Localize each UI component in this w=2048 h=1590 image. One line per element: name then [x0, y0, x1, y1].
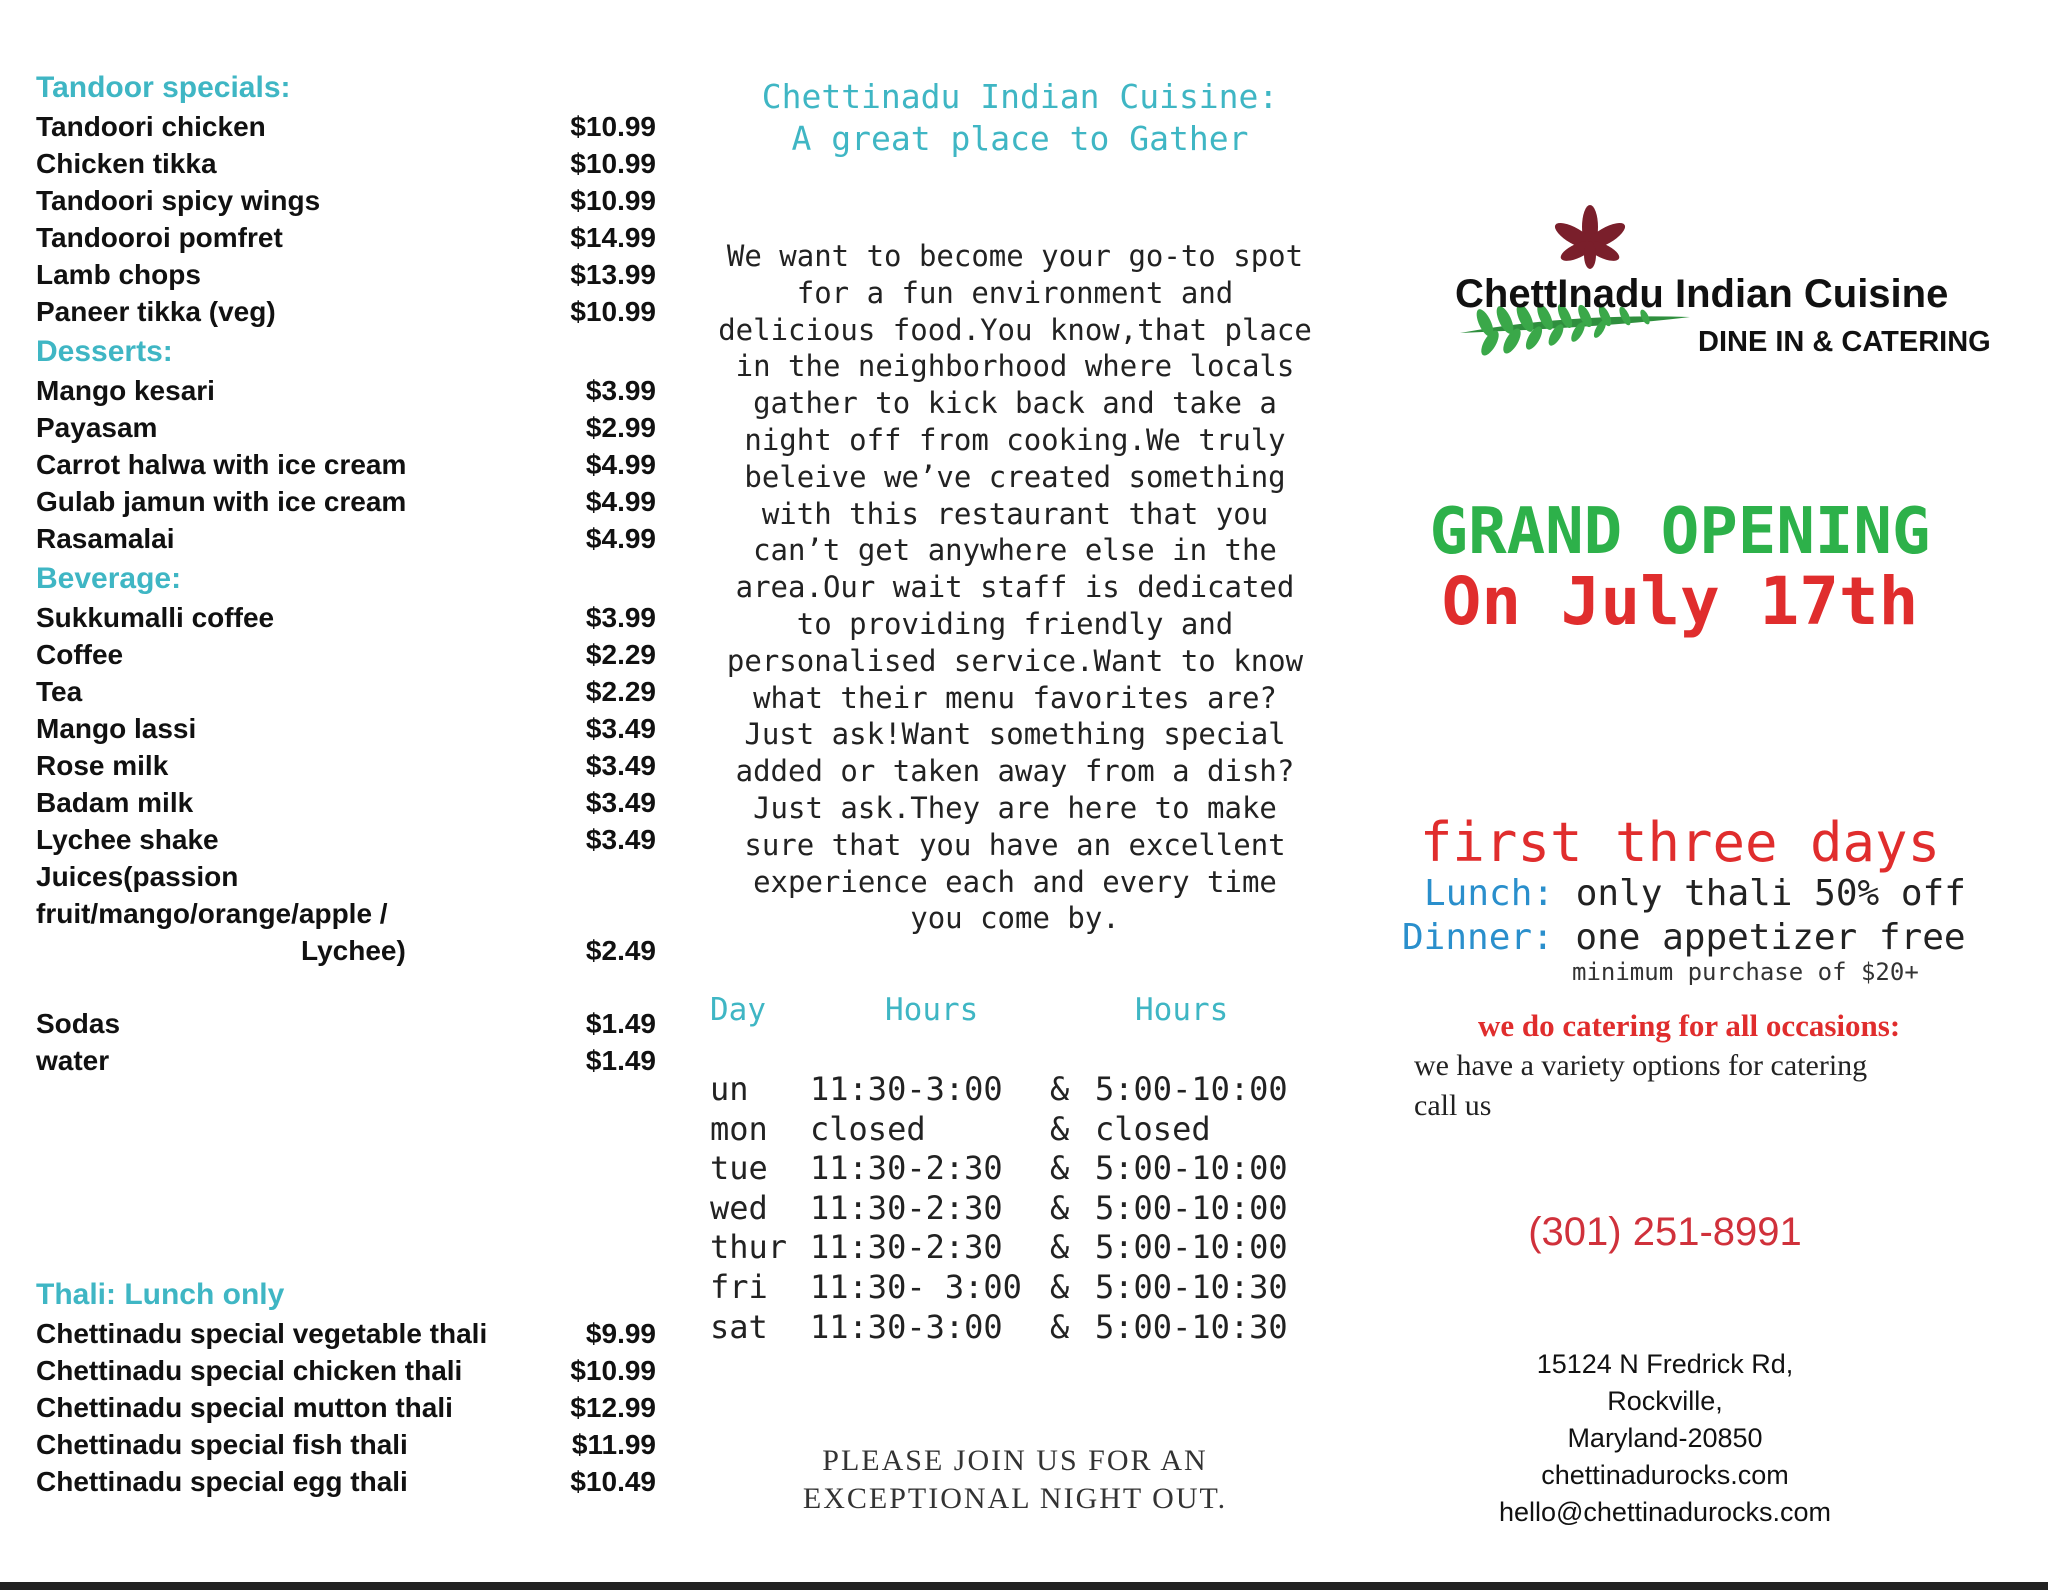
menu-row [36, 821, 656, 858]
menu-item-price: $2.29 [585, 676, 656, 707]
menu-item-price: $3.49 [585, 824, 656, 855]
menu-item-price: $2.99 [585, 412, 656, 443]
hours-row [710, 1228, 1330, 1268]
menu-item-price: $11.99 [571, 1429, 656, 1460]
about-line: delicious food.You know,that place [718, 312, 1312, 347]
hours-rows [710, 1070, 1330, 1347]
thali-list [36, 1315, 656, 1500]
menu-row [36, 182, 656, 219]
thali-heading: Thali: Lunch only [36, 1278, 285, 1311]
menu-item-price: $3.99 [585, 375, 656, 406]
menu-item-name: Tea [36, 676, 83, 707]
menu-row [36, 673, 656, 710]
lunch-offer-text: only thali 50% off [1575, 873, 1966, 914]
menu-item-price: $3.49 [585, 787, 656, 818]
tandoor-list [36, 108, 656, 330]
about-line: personalised service.Want to know [726, 643, 1304, 678]
menu-item-name: water [36, 1045, 110, 1076]
contact-link[interactable]: hello@chettinadurocks.com [1498, 1497, 1832, 1527]
scan-edge-divider [0, 1582, 2048, 1590]
hours-lunch: 11:30-2:30 [810, 1188, 1003, 1227]
hours-row [710, 1149, 1330, 1189]
juices-line2: Lychee) [301, 935, 406, 966]
menu-item-name: Payasam [36, 412, 158, 443]
menu-item-price: $13.99 [570, 259, 656, 290]
hours-separator: & [1050, 1188, 1070, 1227]
menu-item-name: Sodas [36, 1008, 121, 1039]
menu-item-name: Mango lassi [36, 713, 197, 744]
dinner-offer-text: one appetizer free [1575, 917, 1966, 958]
hours-col-dinner: Hours [1135, 992, 1229, 1028]
address-line: Maryland-20850 [1567, 1423, 1763, 1453]
catering-text: we have a variety options for catering [1414, 1049, 1868, 1082]
menu-item-price: $1.49 [585, 1008, 656, 1039]
menu-item-price: $3.49 [585, 750, 656, 781]
about-line: in the neighborhood where locals [735, 349, 1295, 384]
hours-dinner: 5:00-10:00 [1095, 1228, 1288, 1267]
about-line: to providing friendly and [796, 606, 1234, 641]
hours-header [710, 990, 1330, 1030]
menu-item-name: Paneer tikka (veg) [36, 296, 276, 327]
extras-list [36, 1005, 656, 1079]
menu-item-price: $3.49 [585, 713, 656, 744]
about-line: what their menu favorites are? [753, 680, 1277, 715]
dinner-label: Dinner: [1402, 917, 1554, 958]
hours-separator: & [1050, 1149, 1070, 1188]
menu-item-name: Gulab jamun with ice cream [36, 486, 407, 517]
menu-item-price: $10.99 [570, 1355, 656, 1386]
hours-day: mon [710, 1109, 768, 1148]
menu-item-name: Lamb chops [36, 259, 201, 290]
grand-opening-date: On July 17th [1441, 563, 1919, 640]
menu-item-name: Coffee [36, 639, 124, 670]
about-line: gather to kick back and take a [753, 386, 1277, 421]
hours-lunch: 11:30-2:30 [810, 1228, 1003, 1267]
about-line: experience each and every time [753, 864, 1277, 899]
lunch-offer [1424, 872, 1966, 916]
tandoor-heading: Tandoor specials: [36, 71, 291, 104]
menu-item-name: Tandoori chicken [36, 111, 266, 142]
menu-item-name: Chettinadu special fish thali [36, 1429, 408, 1460]
desserts-list [36, 372, 656, 557]
menu-item-price: $3.99 [585, 602, 656, 633]
hours-lunch: closed [810, 1109, 926, 1148]
menu-row [36, 1352, 656, 1389]
hours-row [710, 1189, 1330, 1229]
menu-item-name: Carrot halwa with ice cream [36, 449, 407, 480]
about-paragraph [690, 238, 1340, 937]
about-title-line1: Chettinadu Indian Cuisine: [761, 77, 1279, 116]
menu-row [36, 372, 656, 409]
menu-row [36, 784, 656, 821]
hours-row [710, 1268, 1330, 1308]
hours-day: fri [710, 1267, 768, 1306]
menu-item-price: $1.49 [585, 1045, 656, 1076]
about-line: Just ask!Want something special [744, 717, 1286, 752]
desserts-heading: Desserts: [36, 335, 173, 368]
hours-lunch: 11:30- 3:00 [810, 1267, 1022, 1306]
menu-row [36, 145, 656, 182]
beverage-heading: Beverage: [36, 562, 182, 595]
about-line: you come by. [910, 901, 1120, 936]
menu-row [36, 599, 656, 636]
menu-item-name: Chettinadu special vegetable thali [36, 1318, 488, 1349]
menu-row [36, 409, 656, 446]
address-block [1420, 1346, 1910, 1531]
about-line: night off from cooking.We truly [744, 422, 1286, 457]
menu-item-name: Sukkumalli coffee [36, 602, 275, 633]
join-line2: EXCEPTIONAL NIGHT OUT. [802, 1482, 1228, 1515]
catering-call-us: call us [1414, 1089, 1492, 1122]
dinner-offer [1402, 916, 1966, 960]
phone-number[interactable]: (301) 251-8991 [1528, 1210, 1802, 1254]
hours-day: un [710, 1070, 749, 1108]
menu-row [36, 520, 656, 557]
about-title [700, 76, 1340, 160]
about-line: with this restaurant that you [761, 496, 1269, 531]
hours-table [710, 990, 1330, 1347]
hours-dinner: 5:00-10:30 [1095, 1307, 1288, 1346]
hours-row [710, 1110, 1330, 1150]
juices-row [36, 858, 656, 969]
menu-row [36, 636, 656, 673]
hours-lunch: 11:30-3:00 [810, 1070, 1003, 1108]
menu-row [36, 747, 656, 784]
menu-item-name: Lychee shake [36, 824, 219, 855]
menu-item-price: $12.99 [570, 1392, 656, 1423]
juices-line1: Juices(passion fruit/mango/orange/apple / [36, 861, 388, 929]
menu-item-price: $10.99 [570, 185, 656, 216]
about-line: sure that you have an excellent [744, 827, 1286, 862]
about-line: We want to become your go-to spot [726, 239, 1304, 273]
about-line: beleive we’ve created something [744, 459, 1286, 494]
menu-row [36, 710, 656, 747]
grand-opening-title: GRAND OPENING [1429, 495, 1931, 569]
hours-lunch: 11:30-2:30 [810, 1149, 1003, 1188]
hours-dinner: 5:00-10:00 [1095, 1149, 1288, 1188]
hours-separator: & [1050, 1267, 1070, 1306]
menu-row [36, 293, 656, 330]
menu-item-name: Chettinadu special egg thali [36, 1466, 408, 1497]
menu-item-price: $10.99 [570, 296, 656, 327]
hours-separator: & [1050, 1109, 1070, 1148]
address-line: 15124 N Fredrick Rd, [1536, 1349, 1794, 1379]
hours-day: tue [710, 1149, 768, 1188]
hours-col-day: Day [710, 992, 766, 1028]
logo-subtitle: DINE IN & CATERING [1698, 326, 1991, 358]
menu-item-price: $10.99 [570, 148, 656, 179]
menu-item-price: $4.99 [585, 523, 656, 554]
menu-row [36, 108, 656, 145]
menu-item-price: $4.99 [585, 486, 656, 517]
join-line1: PLEASE JOIN US FOR AN [822, 1444, 1208, 1477]
hours-row [710, 1070, 1330, 1110]
hours-day: wed [710, 1188, 768, 1227]
menu-row [36, 256, 656, 293]
menu-item-name: Tandoori spicy wings [36, 185, 321, 216]
menu-item-name: Badam milk [36, 787, 194, 818]
about-line: Just ask.They are here to make [753, 790, 1277, 825]
hours-day: thur [710, 1228, 788, 1267]
menu-item-name: Chettinadu special mutton thali [36, 1392, 453, 1423]
hours-row [710, 1308, 1330, 1348]
about-line: can’t get anywhere else in the [753, 533, 1277, 568]
menu-row [36, 446, 656, 483]
hours-dinner: 5:00-10:00 [1095, 1188, 1288, 1227]
hours-separator: & [1050, 1228, 1070, 1267]
about-line: area.Our wait staff is dedicated [735, 570, 1295, 605]
catering-heading: we do catering for all occasions: [1478, 1008, 1901, 1043]
lunch-label: Lunch: [1424, 873, 1555, 914]
menu-column [36, 68, 656, 1500]
menu-item-name: Mango kesari [36, 375, 215, 406]
about-line: added or taken away from a dish? [735, 754, 1295, 789]
menu-item-name: Rose milk [36, 750, 169, 781]
contact-link[interactable]: chettinadurocks.com [1541, 1460, 1789, 1490]
logo-name: ChettInadu Indian Cuisine [1455, 272, 1949, 316]
menu-row [36, 1426, 656, 1463]
address-line: Rockville, [1607, 1386, 1723, 1416]
menu-row [36, 1005, 656, 1042]
menu-item-name: Chicken tikka [36, 148, 217, 179]
minimum-purchase-note: minimum purchase of $20+ [1572, 958, 1919, 986]
menu-row [36, 483, 656, 520]
menu-row [36, 1389, 656, 1426]
hours-lunch: 11:30-3:00 [810, 1307, 1003, 1346]
hours-day: sat [710, 1307, 768, 1346]
menu-item-price: $10.99 [570, 111, 656, 142]
menu-item-name: Tandooroi pomfret [36, 222, 283, 253]
menu-item-price: $4.99 [585, 449, 656, 480]
menu-item-name: Rasamalai [36, 523, 175, 554]
about-line: for a fun environment and [796, 275, 1234, 310]
menu-item-price: $14.99 [570, 222, 656, 253]
about-title-line2: A great place to Gather [791, 119, 1249, 158]
menu-item-price: $10.49 [570, 1466, 656, 1497]
menu-row [36, 1315, 656, 1352]
hours-separator: & [1050, 1070, 1070, 1108]
hours-separator: & [1050, 1307, 1070, 1346]
menu-item-name: Chettinadu special chicken thali [36, 1355, 463, 1386]
juices-name [36, 858, 556, 969]
join-message [690, 1442, 1340, 1518]
hours-dinner: 5:00-10:30 [1095, 1267, 1288, 1306]
beverage-list [36, 599, 656, 858]
hours-col-lunch: Hours [885, 992, 979, 1028]
menu-row [36, 219, 656, 256]
menu-item-price: $2.29 [585, 639, 656, 670]
menu-row [36, 1042, 656, 1079]
menu-item-price: $9.99 [585, 1318, 656, 1349]
juices-price: $2.49 [585, 935, 656, 966]
menu-row [36, 1463, 656, 1500]
hours-dinner: closed [1095, 1109, 1211, 1148]
hours-dinner: 5:00-10:00 [1095, 1070, 1288, 1108]
promo-heading: first three days [1419, 811, 1941, 874]
